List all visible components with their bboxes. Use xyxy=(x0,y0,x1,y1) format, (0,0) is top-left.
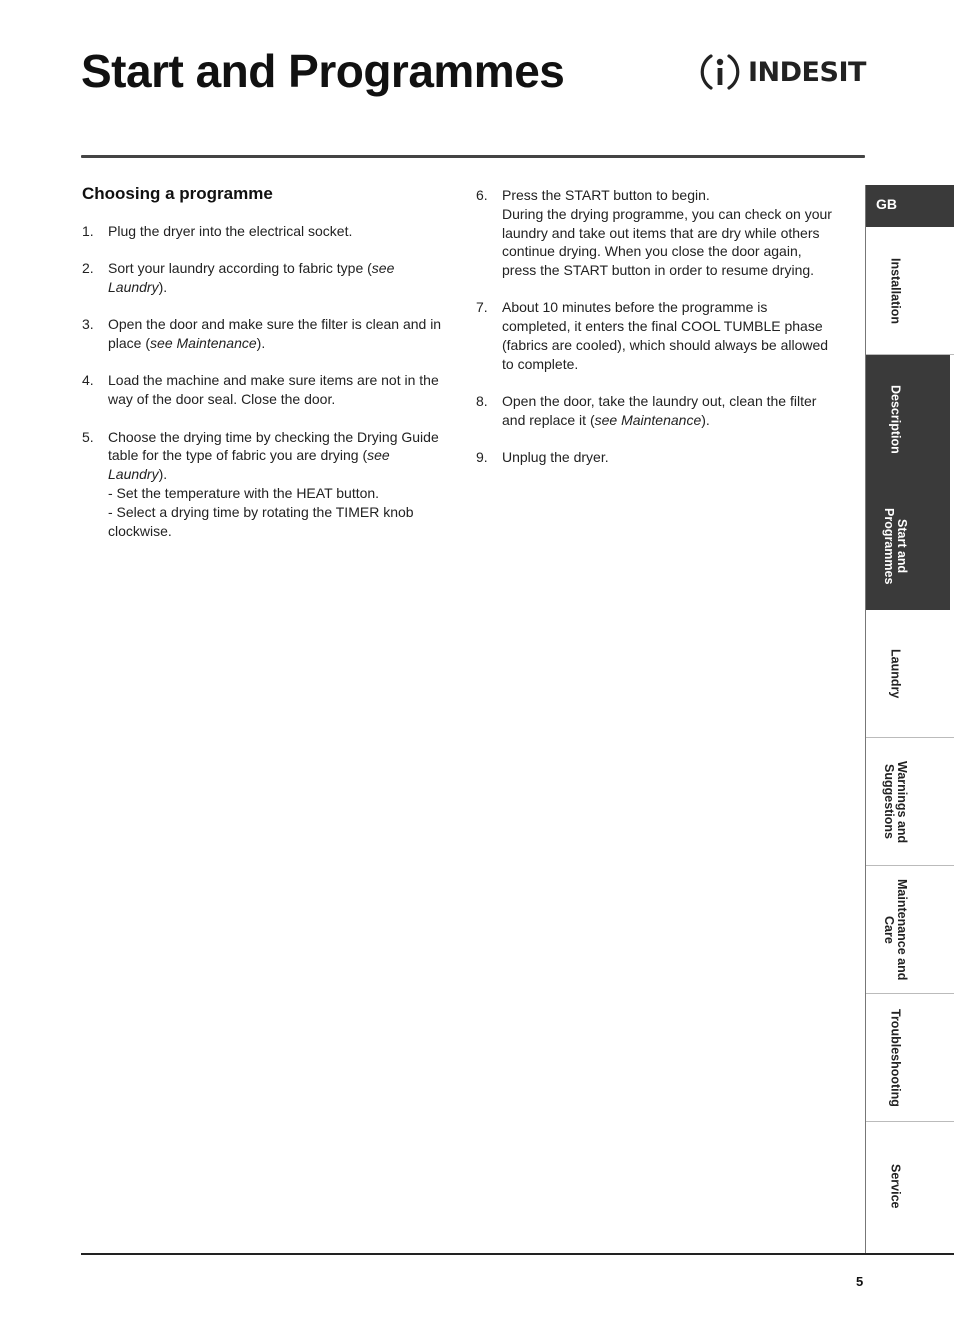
step-item xyxy=(82,428,444,541)
tab-label: Laundry xyxy=(888,649,903,699)
step-text: Open the door, take the laundry out, clean the filter and replace it ( xyxy=(502,393,817,428)
step-item xyxy=(82,371,444,409)
tab-label: Start and Programmes xyxy=(882,507,909,585)
page-title: Start and Programmes xyxy=(81,45,565,97)
tab-label: Service xyxy=(888,1163,903,1209)
steps-list-right xyxy=(476,186,834,486)
step-subline: During the drying programme, you can check on your laundry and take out items that are dry while others continue drying. When you close the door again, press the START button in order to resume drying. xyxy=(502,205,832,279)
step-text: Press the START button to begin. xyxy=(502,187,710,203)
tab-label: Maintenance and Care xyxy=(882,879,909,981)
step-text: Sort your laundry according to fabric type ( xyxy=(108,260,372,277)
page-number: 5 xyxy=(856,1274,864,1289)
tab-maintenance-and-care[interactable] xyxy=(866,866,954,994)
step-text: Load the machine and make sure items are not in the way of the door seal. Close the door. xyxy=(108,372,439,408)
tab-label: Description xyxy=(888,384,903,454)
cross-reference: see Laundry xyxy=(108,447,390,483)
step-number: 2. xyxy=(82,260,94,277)
step-text: Unplug the dryer. xyxy=(502,449,609,466)
step-item xyxy=(476,448,834,467)
section-sidebar xyxy=(865,185,954,1253)
step-item xyxy=(476,392,834,430)
section-heading: Choosing a programme xyxy=(82,184,273,203)
step-number: 4. xyxy=(82,372,94,389)
indesit-logo xyxy=(698,50,866,94)
step-text-end: ). xyxy=(158,466,168,483)
tab-label: Installation xyxy=(888,258,903,324)
tab-label: Troubleshooting xyxy=(888,1009,903,1107)
step-text: Open the door and make sure the filter is clean and in place ( xyxy=(108,316,442,352)
step-text-end: ). xyxy=(158,279,168,296)
step-number: 8. xyxy=(476,393,488,410)
step-item xyxy=(82,315,444,353)
tab-label: Warnings and Suggestions xyxy=(882,760,909,844)
step-text-end: ). xyxy=(256,335,266,352)
brand-name: INDESIT xyxy=(748,56,866,88)
indesit-i-icon xyxy=(698,50,742,94)
cross-reference: see Maintenance xyxy=(150,335,257,352)
cross-reference: see Maintenance xyxy=(594,411,702,428)
step-text: Choose the drying time by checking the Drying Guide table for the type of fabric you are drying ( xyxy=(108,428,439,464)
step-text-end: ). xyxy=(701,411,710,428)
step-text: Plug the dryer into the electrical socket. xyxy=(108,223,353,239)
tab-service[interactable] xyxy=(866,1122,954,1250)
language-label: GB xyxy=(876,196,897,212)
step-item xyxy=(476,186,834,280)
tab-start-and-programmes[interactable] xyxy=(866,482,950,610)
tab-laundry[interactable] xyxy=(866,610,954,738)
step-number: 6. xyxy=(476,187,488,203)
step-number: 5. xyxy=(82,428,94,445)
step-item xyxy=(476,298,834,373)
step-number: 9. xyxy=(476,449,488,466)
step-number: 1. xyxy=(82,223,94,239)
tab-installation[interactable] xyxy=(866,227,954,355)
cross-reference: see Laundry xyxy=(108,260,395,296)
header-divider xyxy=(81,155,865,158)
step-subline: - Select a drying time by rotating the TIMER knob clockwise. xyxy=(108,503,414,539)
tab-troubleshooting[interactable] xyxy=(866,994,954,1122)
footer-divider xyxy=(81,1253,954,1255)
step-number: 7. xyxy=(476,299,488,316)
step-number: 3. xyxy=(82,316,94,333)
step-item xyxy=(82,222,444,241)
tab-description[interactable] xyxy=(866,355,950,483)
tab-warnings-and-suggestions[interactable] xyxy=(866,738,954,866)
step-text: About 10 minutes before the programme is completed, it enters the final COOL TUMBLE phase (fabrics are cooled), which should always be allowed to complete. xyxy=(502,299,829,372)
language-tab[interactable] xyxy=(866,185,954,227)
steps-list-left xyxy=(82,222,444,559)
step-item xyxy=(82,259,444,297)
step-subline: - Set the temperature with the HEAT button. xyxy=(108,484,380,501)
